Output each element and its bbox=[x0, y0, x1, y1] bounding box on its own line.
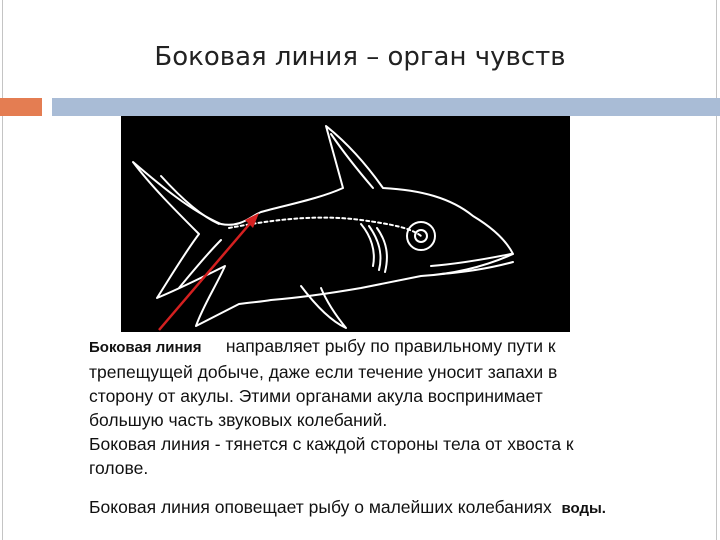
paragraph-line-1 bbox=[89, 334, 689, 360]
paragraph-line-2: трепещущей добыче, даже если течение уносит запахи в bbox=[89, 362, 558, 382]
paragraph-line-1-rest: направляет рыбу по правильному пути к bbox=[225, 336, 556, 356]
paragraph-line-6: голове. bbox=[89, 458, 149, 478]
accent-bar-blue bbox=[52, 98, 720, 116]
shark-lateral-line-illustration bbox=[121, 116, 570, 332]
shark-body-outline bbox=[133, 126, 513, 326]
right-border-line bbox=[716, 0, 717, 540]
slide-title: Боковая линия – орган чувств bbox=[154, 42, 566, 72]
term-lateral-line: Боковая линия bbox=[89, 339, 202, 356]
paragraph-line-4: большую часть звуковых колебаний. bbox=[89, 410, 388, 430]
accent-bar-orange bbox=[0, 98, 42, 116]
footer-text-main: Боковая линия оповещает рыбу о малейших колебаниях bbox=[89, 497, 552, 517]
paragraph-line-5: Боковая линия - тянется с каждой стороны тела от хвоста к bbox=[89, 434, 574, 454]
paragraph-line-3: сторону от акулы. Этими органами акула воспринимает bbox=[89, 386, 543, 406]
description-paragraph bbox=[89, 334, 689, 480]
footer-statement bbox=[89, 497, 699, 518]
left-border-line bbox=[2, 0, 3, 540]
lateral-line bbox=[229, 218, 421, 236]
footer-text-bold: воды. bbox=[561, 500, 606, 517]
